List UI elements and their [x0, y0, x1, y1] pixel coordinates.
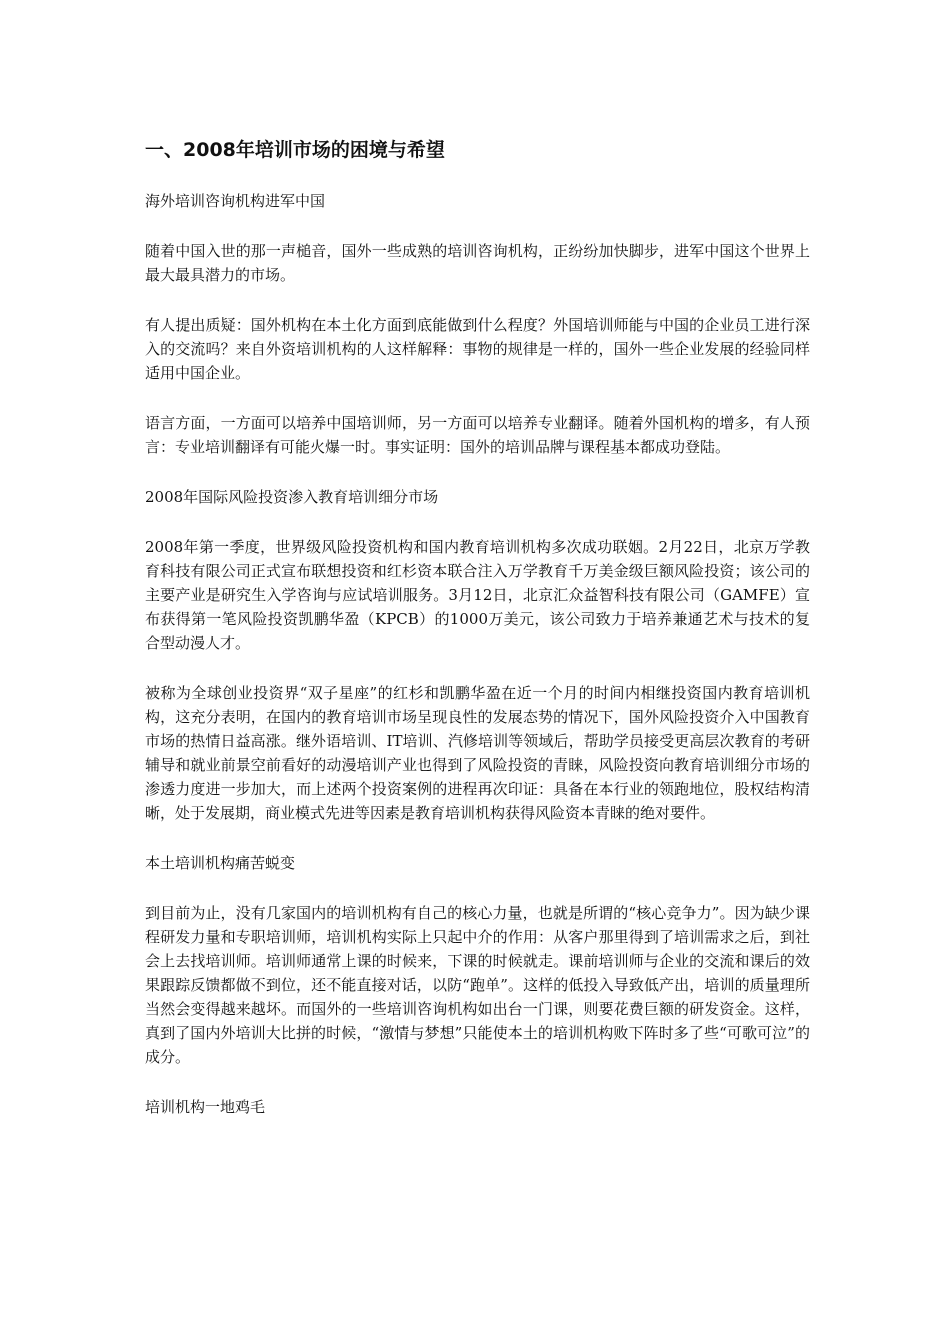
section-heading-training-chaos: 培训机构一地鸡毛 — [145, 1098, 266, 1116]
paragraph: 到目前为止，没有几家国内的培训机构有自己的核心力量，也就是所谓的“核心竞争力”。因为缺少课程研发力量和专职培训师，培训机构实际上只起中介的作用：从客户那里得到了培训需求之后，到社会上去找培训师。培训师通常上课的时候来，下课的时候就走。课前培训师与企业的交流和课后的效果跟踪反馈都做不到位，还不能直接对话，以防“跑单”。这样的低投入导致低产出，培训的质量理所当然会变得越来越坏。而国外的一些培训咨询机构如出台一门课，则要花费巨额的研发资金。这样，真到了国内外培训大比拼的时候，“激情与梦想”只能使本土的培训机构败下阵时多了些“可歌可泣”的成分。 — [145, 904, 810, 1066]
paragraph: 语言方面，一方面可以培养中国培训师，另一方面可以培养专业翻译。随着外国机构的增多，有人预言：专业培训翻译有可能火爆一时。事实证明：国外的培训品牌与课程基本都成功登陆。 — [145, 414, 810, 456]
paragraph: 随着中国入世的那一声槌音，国外一些成熟的培训咨询机构，正纷纷加快脚步，进军中国这个世界上最大最具潜力的市场。 — [145, 242, 810, 284]
paragraph: 有人提出质疑：国外机构在本土化方面到底能做到什么程度？外国培训师能与中国的企业员工进行深入的交流吗？来自外资培训机构的人这样解释：事物的规律是一样的，国外一些企业发展的经验同样适用中国企业。 — [145, 316, 810, 382]
document-page — [145, 133, 810, 1145]
paragraph: 2008年第一季度，世界级风险投资机构和国内教育培训机构多次成功联姻。2月22日，北京万学教育科技有限公司正式宣布联想投资和红杉资本联合注入万学教育千万美金级巨额风险投资；该公司的主要产业是研究生入学咨询与应试培训服务。3月12日，北京汇众益智科技有限公司（GAMFE）宣布获得第一笔风险投资凯鹏华盈（KPCB）的1000万美元，该公司致力于培养兼通艺术与技术的复合型动漫人才。 — [145, 538, 810, 652]
section-heading-venture-capital: 2008年国际风险投资渗入教育培训细分市场 — [145, 488, 439, 506]
section-heading-overseas-institutions: 海外培训咨询机构进军中国 — [145, 192, 326, 210]
section-heading-local-institutions: 本土培训机构痛苦蜕变 — [145, 854, 296, 872]
paragraph: 被称为全球创业投资界“双子星座”的红杉和凯鹏华盈在近一个月的时间内相继投资国内教育培训机构，这充分表明，在国内的教育培训市场呈现良性的发展态势的情况下，国外风险投资介入中国教育市场的热情日益高涨。继外语培训、IT培训、汽修培训等领域后，帮助学员接受更高层次教育的考研辅导和就业前景空前看好的动漫培训产业也得到了风险投资的青睐，风险投资向教育培训细分市场的渗透力度进一步加大，而上述两个投资案例的进程再次印证：具备在本行业的领跑地位，股权结构清晰，处于发展期，商业模式先进等因素是教育培训机构获得风险资本青睐的绝对要件。 — [145, 684, 810, 822]
document-title: 一、2008年培训市场的困境与希望 — [145, 139, 445, 161]
